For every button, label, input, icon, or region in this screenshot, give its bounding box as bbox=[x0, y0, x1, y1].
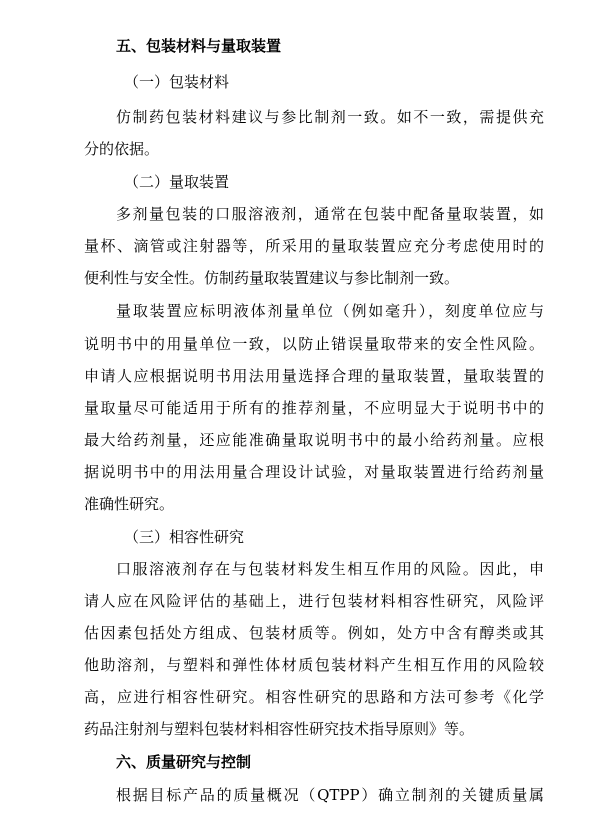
paragraph-line: 说明书中的用量单位一致，以防止错误量取带来的安全性风险。 bbox=[84, 335, 544, 353]
paragraph-line: 仿制药包装材料建议与参比制剂一致。如不一致，需提供充 bbox=[116, 108, 544, 126]
paragraph-line: 他助溶剂，与塑料和弹性体材质包装材料产生相互作用的风险较 bbox=[84, 656, 544, 674]
paragraph-line: 请人应在风险评估的基础上，进行包装材料相容性研究，风险评 bbox=[84, 592, 544, 610]
paragraph-line: 量取装置应标明液体剂量单位（例如毫升），刻度单位应与 bbox=[116, 302, 544, 320]
paragraph-line: 估因素包括处方组成、包装材质等。例如，处方中含有醇类或其 bbox=[84, 624, 544, 642]
subsection-heading-compatibility: （三）相容性研究 bbox=[124, 528, 245, 546]
paragraph-line: 便利性与安全性。仿制药量取装置建议与参比制剂一致。 bbox=[84, 269, 460, 287]
paragraph-line: 药品注射剂与塑料包装材料相容性研究技术指导原则》等。 bbox=[84, 720, 475, 738]
paragraph-line: 申请人应根据说明书用法用量选择合理的量取装置，量取装置的 bbox=[84, 367, 544, 385]
paragraph-line: 准确性研究。 bbox=[84, 495, 175, 513]
paragraph-line: 量杯、滴管或注射器等，所采用的量取装置应充分考虑使用时的 bbox=[84, 237, 544, 255]
paragraph-line: 高，应进行相容性研究。相容性研究的思路和方法可参考《化学 bbox=[84, 688, 544, 706]
paragraph-line: 最大给药剂量，还应能准确量取说明书中的最小给药剂量。应根 bbox=[84, 431, 544, 449]
subsection-heading-packaging-materials: （一）包装材料 bbox=[124, 73, 230, 91]
subsection-heading-measuring-device: （二）量取装置 bbox=[124, 173, 230, 191]
paragraph-line: 量取量尽可能适用于所有的推荐剂量，不应明显大于说明书中的 bbox=[84, 399, 544, 417]
paragraph-line: 根据目标产品的质量概况（QTPP）确立制剂的关键质量属 bbox=[116, 786, 544, 804]
section-heading-packaging: 五、包装材料与量取装置 bbox=[116, 37, 282, 55]
paragraph-line: 多剂量包装的口服溶液剂，通常在包装中配备量取装置，如 bbox=[116, 205, 544, 223]
paragraph-line: 据说明书中的用法用量合理设计试验，对量取装置进行给药剂量 bbox=[84, 463, 544, 481]
section-heading-quality-control: 六、质量研究与控制 bbox=[116, 753, 252, 771]
paragraph-line: 分的依据。 bbox=[84, 140, 160, 158]
paragraph-line: 口服溶液剂存在与包装材料发生相互作用的风险。因此，申 bbox=[116, 560, 544, 578]
